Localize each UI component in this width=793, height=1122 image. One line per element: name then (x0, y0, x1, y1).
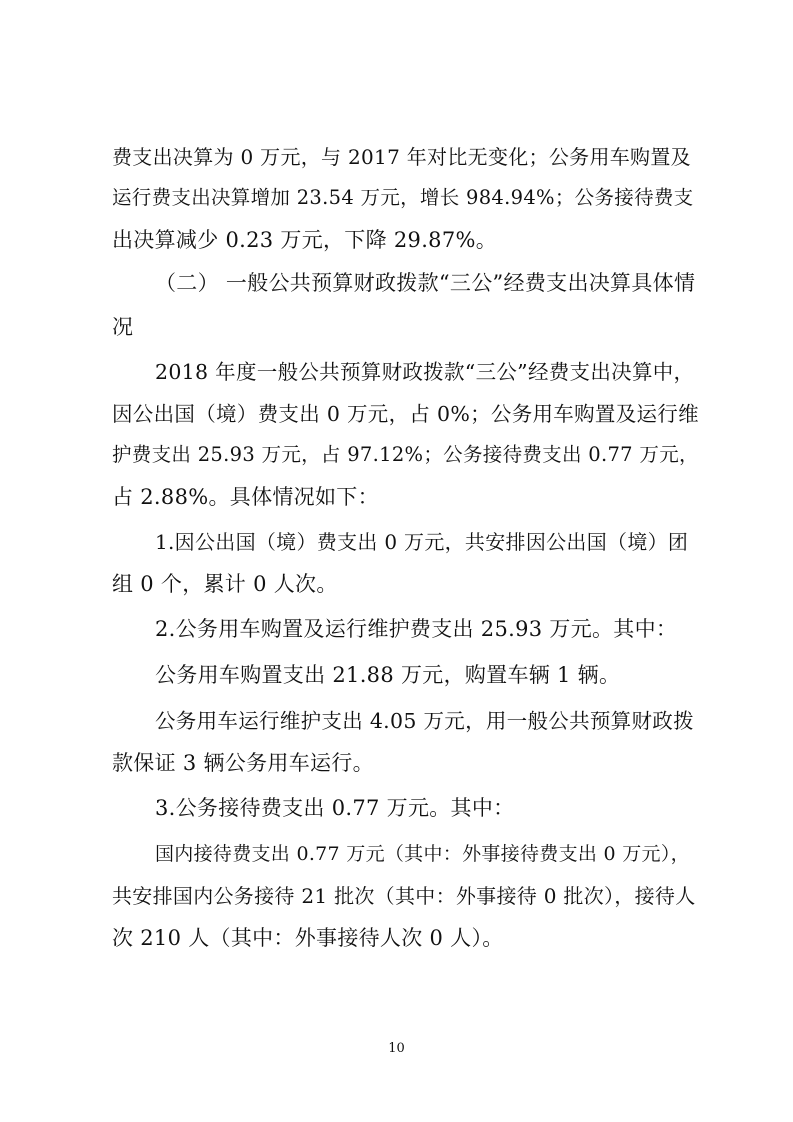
list-item-line: 3.公务接待费支出 0.77 万元。其中： (155, 796, 515, 820)
list-item-line: 2.公务用车购置及运行维护费支出 25.93 万元。其中： (155, 617, 678, 641)
paragraph-line: 款保证 3 辆公务用车运行。 (112, 751, 374, 775)
list-item-line: 组 0 个，累计 0 人次。 (112, 572, 338, 596)
page-number: 10 (388, 1041, 405, 1056)
paragraph-line: 国内接待费支出 0.77 万元（其中：外事接待费支出 0 万元）， (155, 843, 690, 865)
section-heading-continued: 况 (112, 315, 134, 339)
paragraph-line: 共安排国内公务接待 21 批次（其中：外事接待 0 批次），接待人 (112, 884, 696, 908)
paragraph-line: 公务用车运行维护支出 4.05 万元，用一般公共预算财政拨 (155, 709, 694, 733)
paragraph-line: 占 2.88%。具体情况如下： (112, 485, 379, 509)
paragraph-line: 因公出国（境）费支出 0 万元，占 0%；公务用车购置及运行维 (112, 402, 699, 426)
section-heading: （二） 一般公共预算财政拨款“三公”经费支出决算具体情 (155, 271, 696, 295)
paragraph-line: 运行费支出决算增加 23.54 万元，增长 984.94%；公务接待费支 (112, 186, 694, 209)
paragraph-line: 费支出决算为 0 万元，与 2017 年对比无变化；公务用车购置及 (112, 145, 691, 169)
paragraph-line: 出决算减少 0.23 万元，下降 29.87%。 (112, 228, 498, 252)
list-item-line: 1.因公出国（境）费支出 0 万元，共安排因公出国（境）团 (155, 530, 689, 554)
paragraph-line: 公务用车购置支出 21.88 万元，购置车辆 1 辆。 (155, 663, 621, 687)
paragraph-line: 护费支出 25.93 万元，占 97.12%；公务接待费支出 0.77 万元， (112, 443, 699, 466)
paragraph-line: 2018 年度一般公共预算财政拨款“三公”经费支出决算中， (155, 360, 695, 384)
paragraph-line: 次 210 人（其中：外事接待人次 0 人）。 (112, 926, 504, 950)
